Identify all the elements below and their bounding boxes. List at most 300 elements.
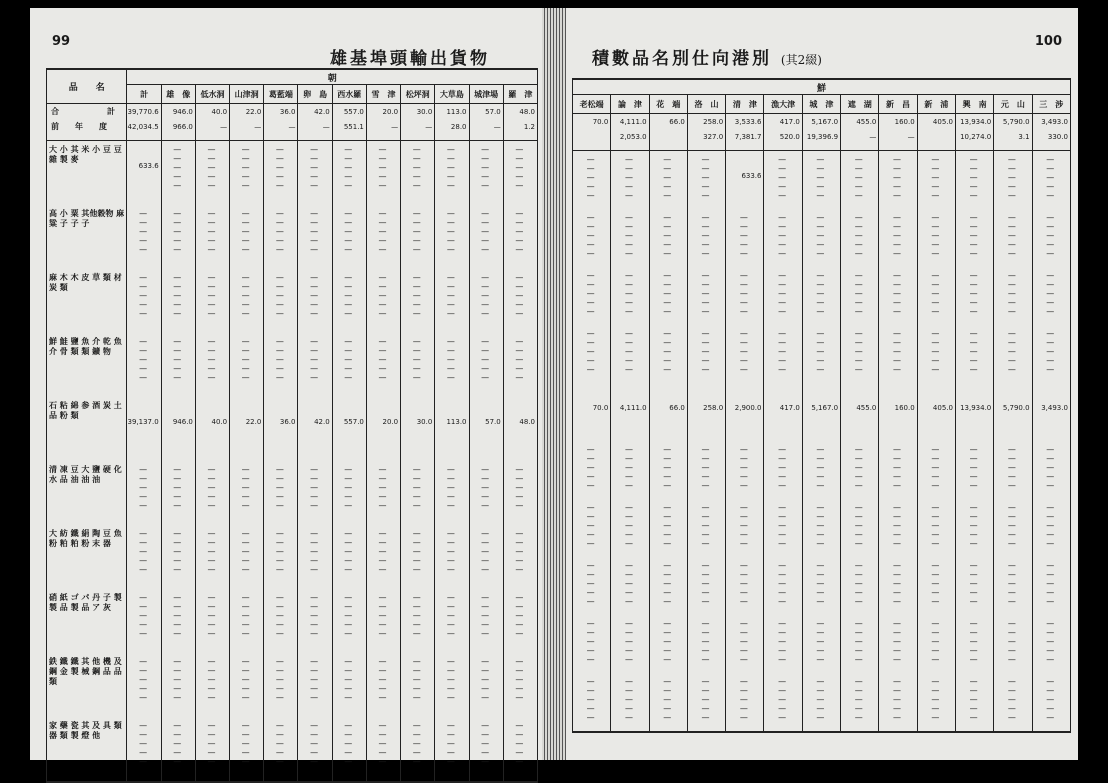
dash-mark: —	[344, 291, 353, 300]
dash-mark: —	[275, 483, 284, 492]
dash-mark: —	[1007, 454, 1016, 463]
dash-mark: —	[586, 646, 595, 655]
dash-mark: —	[969, 628, 978, 637]
dash-mark: —	[310, 547, 319, 556]
dash-stack	[264, 717, 295, 766]
category-group-cell	[687, 673, 725, 732]
dash-mark: —	[778, 597, 787, 606]
dash-mark: —	[816, 164, 825, 173]
dash-mark: —	[344, 309, 353, 318]
dash-mark: —	[139, 684, 148, 693]
dash-mark: —	[241, 730, 250, 739]
category-group-value: 22.0	[245, 418, 262, 426]
dash-mark: —	[412, 337, 421, 346]
dash-mark: —	[412, 739, 421, 748]
table-cell: 455.0	[841, 114, 879, 130]
dash-stack	[435, 333, 466, 382]
dash-mark: —	[1007, 213, 1016, 222]
category-group-value: 417.0	[779, 404, 800, 412]
dash-mark: —	[931, 298, 940, 307]
dash-mark: —	[624, 561, 633, 570]
dash-mark: —	[816, 521, 825, 530]
dash-mark: —	[854, 579, 863, 588]
category-group-row	[47, 397, 538, 461]
dash-mark: —	[586, 155, 595, 164]
category-group-cell	[127, 589, 161, 653]
dash-mark: —	[816, 512, 825, 521]
category-group-cell	[195, 589, 229, 653]
dash-mark: —	[739, 695, 748, 704]
category-group-cell	[264, 269, 298, 333]
dash-mark: —	[1007, 164, 1016, 173]
table-cell: 113.0	[435, 104, 469, 120]
dash-mark: —	[241, 721, 250, 730]
dash-mark: —	[701, 463, 710, 472]
dash-mark: —	[412, 218, 421, 227]
dash-mark: —	[586, 677, 595, 686]
dash-stack	[956, 441, 991, 490]
dash-mark: —	[893, 561, 902, 570]
dash-mark: —	[310, 657, 319, 666]
dash-mark: —	[515, 629, 524, 638]
dash-mark: —	[931, 713, 940, 722]
dash-mark: —	[893, 530, 902, 539]
dash-mark: —	[663, 445, 672, 454]
category-group-cell	[687, 325, 725, 383]
dash-mark: —	[412, 245, 421, 254]
dash-mark: —	[241, 236, 250, 245]
dash-stack	[298, 589, 329, 638]
dash-mark: —	[893, 289, 902, 298]
dash-mark: —	[586, 240, 595, 249]
dash-mark: —	[854, 249, 863, 258]
category-group-cell	[230, 397, 264, 461]
right-page-title-suffix: (其2綴)	[780, 53, 822, 67]
dash-mark: —	[481, 273, 490, 282]
table-cell: 30.0	[401, 104, 435, 120]
dash-mark: —	[969, 677, 978, 686]
category-group-row	[573, 151, 1071, 210]
dash-mark: —	[378, 529, 387, 538]
dash-mark: —	[701, 454, 710, 463]
dash-stack	[401, 205, 432, 254]
dash-mark: —	[1007, 445, 1016, 454]
dash-mark: —	[816, 472, 825, 481]
dash-mark: —	[816, 539, 825, 548]
category-group-cell	[687, 209, 725, 267]
category-group-cell	[917, 499, 955, 557]
category-group-cell	[503, 525, 537, 589]
dash-mark: —	[1007, 588, 1016, 597]
dash-mark: —	[139, 693, 148, 702]
dash-mark: —	[624, 164, 633, 173]
dash-mark: —	[969, 472, 978, 481]
dash-stack	[611, 267, 646, 316]
dash-mark: —	[624, 347, 633, 356]
category-group-cell	[264, 205, 298, 269]
category-group-cell	[127, 461, 161, 525]
dash-mark: —	[624, 365, 633, 374]
dash-mark: —	[173, 538, 182, 547]
dash-mark: —	[378, 666, 387, 675]
dash-mark: —	[893, 365, 902, 374]
category-group-cell	[127, 717, 161, 782]
dash-mark: —	[816, 280, 825, 289]
dash-mark: —	[931, 481, 940, 490]
dash-mark: —	[816, 213, 825, 222]
dash-mark: —	[275, 565, 284, 574]
dash-mark: —	[139, 245, 148, 254]
dash-mark: —	[515, 501, 524, 510]
category-group-cell	[366, 269, 400, 333]
dash-stack	[879, 325, 914, 374]
dash-mark: —	[739, 539, 748, 548]
category-group-cell	[917, 615, 955, 673]
dash-mark: —	[1046, 338, 1055, 347]
category-group-cell	[649, 325, 687, 383]
category-group-cell	[332, 141, 366, 206]
dash-mark: —	[624, 713, 633, 722]
category-group-cell	[726, 499, 764, 557]
dash-stack	[918, 151, 953, 200]
category-group-value: 113.0	[446, 418, 467, 426]
category-group-cell	[469, 525, 503, 589]
dash-mark: —	[931, 512, 940, 521]
dash-stack	[764, 325, 799, 374]
dash-mark: —	[931, 677, 940, 686]
dash-mark: —	[481, 282, 490, 291]
dash-stack	[264, 333, 295, 382]
category-group-cell	[841, 151, 879, 210]
dash-mark: —	[778, 240, 787, 249]
dash-mark: —	[1007, 655, 1016, 664]
column-header: 西水羅	[332, 85, 366, 104]
dash-mark: —	[701, 704, 710, 713]
dash-mark: —	[241, 538, 250, 547]
table-cell: —	[195, 119, 229, 134]
category-group-cell	[879, 615, 917, 673]
dash-mark: —	[344, 501, 353, 510]
dash-mark: —	[310, 181, 319, 190]
dash-mark: —	[778, 530, 787, 539]
dash-mark: —	[378, 547, 387, 556]
dash-mark: —	[310, 154, 319, 163]
column-header: 卵 島	[298, 85, 332, 104]
category-group-cell	[802, 499, 840, 557]
dash-mark: —	[173, 565, 182, 574]
dash-mark: —	[412, 620, 421, 629]
dash-mark: —	[701, 280, 710, 289]
table-cell: 258.0	[687, 114, 725, 130]
right-page	[566, 8, 1078, 760]
dash-stack	[726, 673, 761, 722]
category-group-row	[47, 269, 538, 333]
dash-mark: —	[378, 748, 387, 757]
category-group-cell	[230, 461, 264, 525]
dash-stack	[401, 525, 432, 574]
category-group-cell	[332, 397, 366, 461]
dash-mark: —	[854, 628, 863, 637]
column-header: 雪 津	[366, 85, 400, 104]
category-group-value: 258.0	[703, 404, 724, 412]
category-group-cell	[764, 267, 802, 325]
category-group-value: 13,934.0	[960, 404, 992, 412]
dash-mark: —	[412, 538, 421, 547]
category-group-cell	[264, 141, 298, 206]
left-page	[30, 8, 542, 766]
category-group-cell	[298, 717, 332, 782]
category-group-cell	[726, 383, 764, 441]
category-group-cell	[195, 461, 229, 525]
dash-stack	[401, 141, 432, 190]
category-group-cell	[726, 209, 764, 267]
dash-stack	[956, 557, 991, 606]
dash-mark: —	[701, 173, 710, 182]
dash-mark: —	[586, 570, 595, 579]
dash-mark: —	[207, 529, 216, 538]
dash-mark: —	[173, 492, 182, 501]
dash-mark: —	[1007, 231, 1016, 240]
category-group-cell	[802, 557, 840, 615]
category-group-cell	[264, 525, 298, 589]
category-group-cell	[917, 383, 955, 441]
dash-mark: —	[663, 561, 672, 570]
dash-mark: —	[412, 145, 421, 154]
dash-mark: —	[481, 602, 490, 611]
category-group-cell	[469, 397, 503, 461]
category-group-label: 石 粘 綿 参 酒 炭 土 品 粉 類	[47, 397, 127, 461]
dash-mark: —	[1046, 695, 1055, 704]
dash-stack	[401, 461, 432, 510]
dash-mark: —	[778, 570, 787, 579]
dash-mark: —	[931, 329, 940, 338]
dash-mark: —	[344, 364, 353, 373]
category-group-cell	[469, 269, 503, 333]
dash-mark: —	[816, 704, 825, 713]
dash-mark: —	[207, 684, 216, 693]
dash-mark: —	[139, 757, 148, 766]
dash-stack	[611, 615, 646, 664]
dash-mark: —	[1046, 249, 1055, 258]
category-group-cell	[879, 673, 917, 732]
dash-mark: —	[412, 309, 421, 318]
dash-mark: —	[816, 530, 825, 539]
dash-stack	[435, 589, 466, 638]
dash-mark: —	[893, 619, 902, 628]
dash-mark: —	[816, 231, 825, 240]
dash-mark: —	[310, 611, 319, 620]
category-group-cell	[802, 441, 840, 499]
dash-stack	[611, 209, 646, 258]
category-group-cell	[469, 589, 503, 653]
dash-mark: —	[241, 565, 250, 574]
dash-mark: —	[173, 300, 182, 309]
dash-mark: —	[241, 556, 250, 565]
dash-mark: —	[624, 677, 633, 686]
dash-mark: —	[816, 481, 825, 490]
dash-mark: —	[275, 730, 284, 739]
category-group-cell	[764, 325, 802, 383]
dash-mark: —	[1046, 240, 1055, 249]
dash-mark: —	[481, 529, 490, 538]
dash-mark: —	[739, 677, 748, 686]
dash-mark: —	[1007, 637, 1016, 646]
dash-mark: —	[207, 657, 216, 666]
dash-mark: —	[854, 530, 863, 539]
dash-mark: —	[586, 561, 595, 570]
dash-mark: —	[310, 373, 319, 382]
dash-stack	[1033, 499, 1068, 548]
dash-mark: —	[739, 637, 748, 646]
dash-stack	[333, 461, 364, 510]
dash-mark: —	[586, 356, 595, 365]
dash-stack	[367, 141, 398, 190]
category-group-cell	[764, 383, 802, 441]
dash-mark: —	[481, 556, 490, 565]
category-group-cell	[764, 209, 802, 267]
dash-mark: —	[586, 628, 595, 637]
dash-mark: —	[173, 346, 182, 355]
category-group-row	[573, 499, 1071, 557]
dash-mark: —	[344, 602, 353, 611]
dash-stack	[367, 525, 398, 574]
dash-mark: —	[378, 757, 387, 766]
dash-mark: —	[515, 547, 524, 556]
dash-mark: —	[173, 364, 182, 373]
dash-mark: —	[663, 454, 672, 463]
dash-stack	[918, 499, 953, 548]
dash-mark: —	[139, 593, 148, 602]
dash-mark: —	[344, 757, 353, 766]
dash-stack	[127, 269, 158, 318]
dash-mark: —	[816, 173, 825, 182]
dash-mark: —	[931, 173, 940, 182]
category-group-value: 405.0	[932, 404, 953, 412]
dash-mark: —	[173, 666, 182, 675]
dash-mark: —	[778, 686, 787, 695]
table-cell: —	[401, 119, 435, 134]
dash-mark: —	[515, 300, 524, 309]
dash-stack	[470, 333, 501, 382]
dash-mark: —	[854, 164, 863, 173]
dash-mark: —	[378, 209, 387, 218]
dash-mark: —	[854, 356, 863, 365]
dash-mark: —	[663, 213, 672, 222]
dash-mark: —	[1007, 329, 1016, 338]
dash-mark: —	[139, 501, 148, 510]
dash-mark: —	[481, 291, 490, 300]
dash-mark: —	[1007, 646, 1016, 655]
dash-mark: —	[378, 465, 387, 474]
dash-mark: —	[173, 309, 182, 318]
dash-mark: —	[139, 346, 148, 355]
dash-mark: —	[310, 300, 319, 309]
dash-mark: —	[515, 565, 524, 574]
category-group-cell	[764, 673, 802, 732]
dash-stack	[196, 461, 227, 510]
dash-stack	[162, 205, 193, 254]
dash-mark: —	[344, 227, 353, 236]
dash-mark: —	[586, 655, 595, 664]
category-group-cell	[726, 673, 764, 732]
dash-mark: —	[241, 748, 250, 757]
dash-stack	[470, 461, 501, 510]
table-cell: —	[298, 119, 332, 134]
dash-mark: —	[854, 222, 863, 231]
dash-mark: —	[481, 181, 490, 190]
dash-mark: —	[344, 300, 353, 309]
column-header: 三 涉	[1032, 95, 1070, 114]
dash-mark: —	[1046, 298, 1055, 307]
dash-stack	[688, 209, 723, 258]
dash-stack	[650, 209, 685, 258]
dash-mark: —	[378, 565, 387, 574]
dash-mark: —	[241, 629, 250, 638]
dash-mark: —	[778, 463, 787, 472]
category-group-cell	[161, 525, 195, 589]
dash-mark: —	[1007, 677, 1016, 686]
dash-mark: —	[663, 280, 672, 289]
category-group-cell	[573, 383, 611, 441]
dash-mark: —	[1046, 365, 1055, 374]
dash-mark: —	[1046, 619, 1055, 628]
category-group-cell	[366, 333, 400, 397]
dash-mark: —	[854, 570, 863, 579]
dash-mark: —	[586, 713, 595, 722]
dash-mark: —	[446, 593, 455, 602]
category-group-cell	[332, 653, 366, 717]
category-group-row	[47, 205, 538, 269]
dash-stack	[650, 151, 685, 200]
category-group-cell	[230, 589, 264, 653]
category-group-cell	[917, 557, 955, 615]
dash-stack	[1033, 151, 1068, 200]
dash-mark: —	[701, 530, 710, 539]
column-header: 論 津	[611, 95, 649, 114]
category-group-value: 5,790.0	[1002, 404, 1030, 412]
dash-mark: —	[241, 611, 250, 620]
dash-mark: —	[412, 757, 421, 766]
dash-stack	[879, 267, 914, 316]
dash-mark: —	[344, 209, 353, 218]
dash-mark: —	[854, 173, 863, 182]
dash-stack	[764, 673, 799, 722]
dash-mark: —	[515, 675, 524, 684]
table-cell: 520.0	[764, 129, 802, 144]
category-group-cell	[649, 441, 687, 499]
dash-mark: —	[1046, 280, 1055, 289]
dash-mark: —	[446, 346, 455, 355]
dash-mark: —	[739, 512, 748, 521]
dash-mark: —	[378, 675, 387, 684]
dash-mark: —	[446, 337, 455, 346]
dash-mark: —	[344, 675, 353, 684]
category-group-cell	[917, 325, 955, 383]
dash-mark: —	[378, 309, 387, 318]
dash-mark: —	[893, 655, 902, 664]
category-group-cell	[917, 267, 955, 325]
table-cell: 40.0	[195, 104, 229, 120]
dash-mark: —	[310, 684, 319, 693]
dash-mark: —	[515, 666, 524, 675]
dash-mark: —	[893, 686, 902, 695]
dash-mark: —	[701, 222, 710, 231]
dash-mark: —	[515, 282, 524, 291]
dash-stack	[764, 267, 799, 316]
dash-mark: —	[701, 329, 710, 338]
row-label: 合 計	[47, 104, 127, 120]
dash-mark: —	[1046, 512, 1055, 521]
